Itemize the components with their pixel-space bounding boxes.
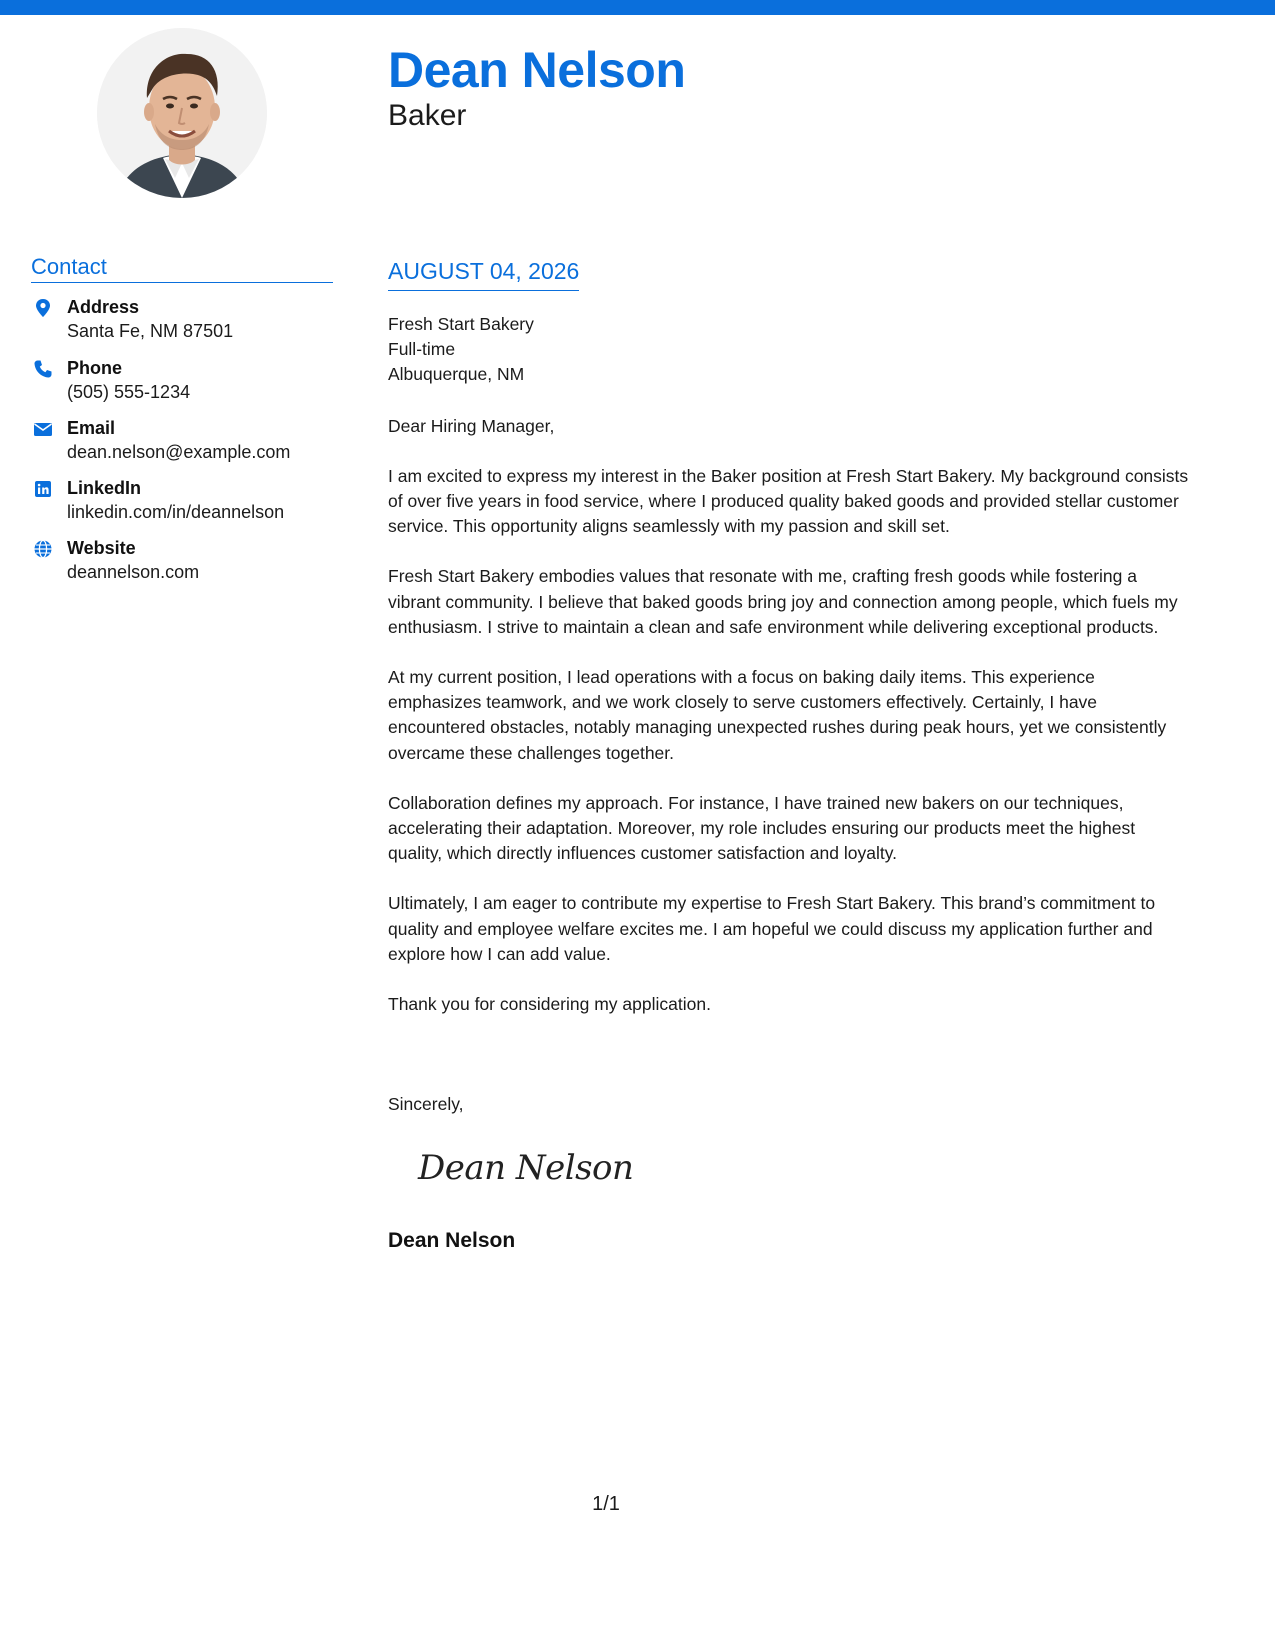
recipient-company: Fresh Start Bakery xyxy=(388,314,534,334)
contact-value[interactable]: deannelson.com xyxy=(67,562,200,582)
applicant-name: Dean Nelson xyxy=(388,42,686,98)
letter-paragraph: Ultimately, I am eager to contribute my expertise to Fresh Start Bakery. This brand’s commitment to quality and employee welfare excites me. I am hopeful we could discuss my application further and explore how I can add value. xyxy=(388,893,1156,964)
handwritten-signature: Dean Nelson xyxy=(418,1148,634,1188)
envelope-icon xyxy=(33,419,53,439)
letter-paragraph: Fresh Start Bakery embodies values that resonate with me, crafting fresh goods while fostering a vibrant community. I believe that baked goods bring joy and connection among people, which fuels my enthusiasm. I strive to maintain a clean and safe environment while delivering exceptional products. xyxy=(388,566,1178,637)
contact-phone xyxy=(31,357,351,407)
contact-label: Website xyxy=(67,538,136,558)
contact-email xyxy=(31,417,351,467)
page-number: 1/1 xyxy=(592,1493,620,1515)
profile-photo xyxy=(97,28,267,198)
globe-icon xyxy=(33,539,53,559)
contact-linkedin xyxy=(31,477,351,527)
job-title: Baker xyxy=(388,99,467,132)
contact-section-heading: Contact xyxy=(31,253,333,283)
contact-label: Email xyxy=(67,418,116,438)
recipient-block xyxy=(388,312,1193,388)
location-pin-icon xyxy=(33,298,53,318)
contact-label: LinkedIn xyxy=(67,478,142,498)
recipient-employment-type: Full-time xyxy=(388,339,456,360)
contact-value: Santa Fe, NM 87501 xyxy=(67,321,234,341)
recipient-location: Albuquerque, NM xyxy=(388,364,525,385)
profile-photo-image xyxy=(97,28,267,198)
closing: Sincerely, xyxy=(388,1094,464,1114)
letter-date: AUGUST 04, 2026 xyxy=(388,256,579,291)
contact-value[interactable]: dean.nelson@example.com xyxy=(67,442,291,462)
contact-address xyxy=(31,296,351,346)
letter-paragraph: Collaboration defines my approach. For instance, I have trained new bakers on our techniques, accelerating their adaptation. Moreover, my role includes ensuring our products meet the highest quality, which directly influences customer satisfaction and loyalty. xyxy=(388,792,1136,864)
salutation: Dear Hiring Manager, xyxy=(388,415,555,436)
contact-website xyxy=(31,537,351,587)
linkedin-icon xyxy=(33,479,53,499)
letter-paragraph: Thank you for considering my application. xyxy=(388,994,711,1015)
contact-label: Address xyxy=(67,297,140,317)
letter-paragraph: At my current position, I lead operations with a focus on baking daily items. This experience emphasizes teamwork, and we work closely to serve customers effectively. Certainly, I have encountered obstacles, notably managing unexpected rushes during peak hours, yet we consistently overcame these challenges together. xyxy=(388,667,1167,763)
top-accent-bar xyxy=(0,0,1275,15)
letter-paragraph: I am excited to express my interest in the Baker position at Fresh Start Bakery. My background consists of over five years in food service, where I produced quality baked goods and provided stellar customer service. This opportunity aligns seamlessly with my passion and skill set. xyxy=(388,465,1189,537)
phone-icon xyxy=(33,359,53,379)
signer-name: Dean Nelson xyxy=(388,1229,516,1252)
contact-value[interactable]: linkedin.com/in/deannelson xyxy=(67,502,285,522)
letter-body xyxy=(388,312,1193,1017)
contact-label: Phone xyxy=(67,358,123,378)
contact-value: (505) 555-1234 xyxy=(67,382,191,402)
